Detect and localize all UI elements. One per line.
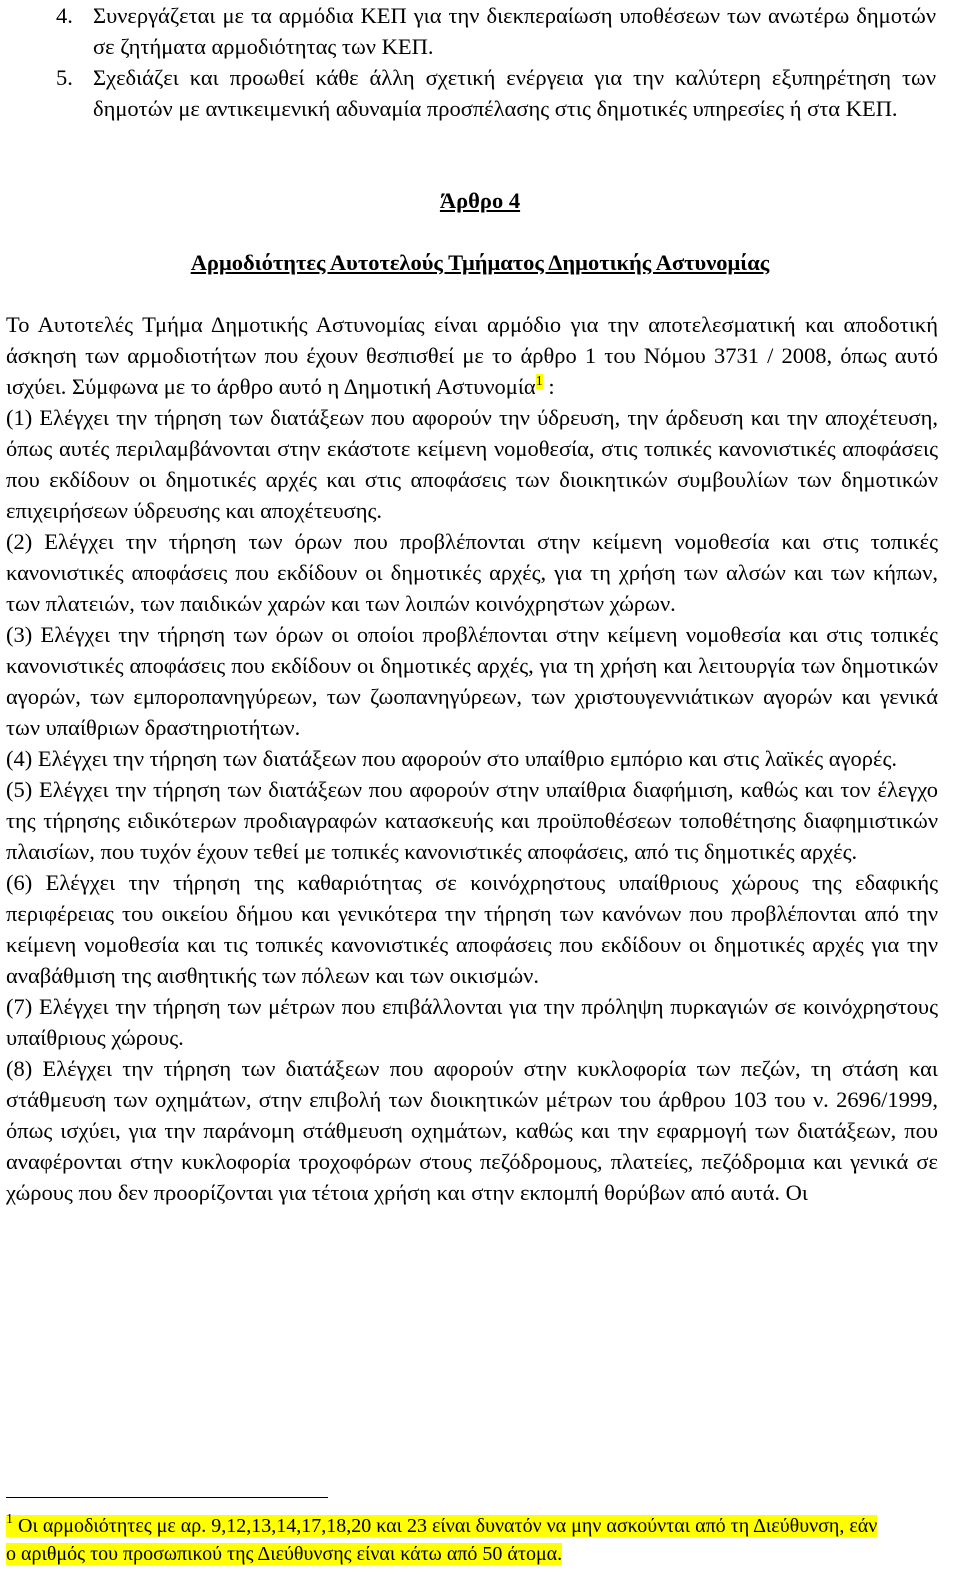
intro-suffix: :: [542, 374, 555, 399]
list-item-text: Σχεδιάζει και προωθεί κάθε άλλη σχετική ενέργεια για την καλύτερη εξυπηρέτηση των δημοτών με αντικειμενική αδυναμία προσπέλασης στις δημοτικές υπηρεσίες ή στα ΚΕΠ.: [93, 65, 936, 121]
duty-paragraph-4: (4) Ελέγχει την τήρηση των διατάξεων που αφορούν στο υπαίθριο εμπόριο και στις λαϊκές αγορές.: [6, 746, 898, 771]
list-item-4: [56, 0, 936, 62]
duty-paragraph-8: (8) Ελέγχει την τήρηση των διατάξεων που αφορούν στην κυκλοφορία των πεζών, τη στάση και στάθμευση των οχημάτων, στην επιβολή των διοικητικών μέτρων του άρθρου 103 του ν. 2696/1999, όπως ισχύει, για την παράνομη στάθμευση οχημάτων, καθώς και την εφαρμογή των διατάξεων, που αναφέρονται στην κυκλοφορία τροχοφόρων στους πεζόδρομους, πλατείες, πεζόδρομια και γενικά σε χώρους που δεν προορίζονται για τέτοια χρήση και στην εκπομπή θορύβων από αυτά. Οι: [6, 1056, 938, 1205]
list-item-text: Συνεργάζεται με τα αρμόδια ΚΕΠ για την διεκπεραίωση υποθέσεων των ανωτέρω δημοτών σε ζητήματα αρμοδιότητας των ΚΕΠ.: [93, 3, 936, 59]
intro-paragraph: [6, 309, 938, 402]
duty-paragraph-5: (5) Ελέγχει την τήρηση των διατάξεων που αφορούν στην υπαίθρια διαφήμιση, καθώς και τον έλεγχο της τήρησης ειδικότερων προδιαγραφών κατασκευής και προϋποθέσεων τοποθέτησης διαφημιστικών πλαισίων, που τυχόν έχουν τεθεί με τοπικές κανονιστικές αποφάσεις, από τις δημοτικές αρχές.: [6, 777, 938, 864]
footnote-body: [6, 1512, 878, 1565]
duty-paragraph-1: (1) Ελέγχει την τήρηση των διατάξεων που αφορούν την ύδρευση, την άρδευση και την αποχέτευση, όπως αυτές περιλαμβάνονται στην εκάστοτε κείμενη νομοθεσία, στις τοπικές κανονιστικές αποφάσεις που εκδίδουν οι δημοτικές αρχές και στις αποφάσεις των διοικητικών συμβουλίων των δημοτικών επιχειρήσεων ύδρευσης και αποχέτευσης.: [6, 405, 938, 523]
duty-paragraph-3: (3) Ελέγχει την τήρηση των όρων οι οποίοι προβλέπονται στην κείμενη νομοθεσία και στις τοπικές κανονιστικές αποφάσεις που εκδίδουν οι δημοτικές αρχές, για τη χρήση και λειτουργία των δημοτικών αγορών, των εμποροπανηγύρεων, των ζωοπανηγύρεων, των χριστουγεννιάτικων αγορών και γενικά των υπαίθριων δραστηριοτήτων.: [6, 622, 938, 740]
duty-paragraph-6: (6) Ελέγχει την τήρηση της καθαριότητας σε κοινόχρηστους υπαίθριους χώρους της εδαφικής περιφέρειας του οικείου δήμου και γενικότερα την τήρηση των κανόνων που προβλέπονται από την κείμενη νομοθεσία και τις τοπικές κανονιστικές αποφάσεις που εκδίδουν οι δημοτικές αρχές για την αναβάθμιση της αισθητικής των πόλεων και των οικισμών.: [6, 870, 938, 988]
article-number: Άρθρο 4: [439, 188, 521, 213]
article-body: [6, 309, 938, 1208]
intro-text: Το Αυτοτελές Τμήμα Δημοτικής Αστυνομίας είναι αρμόδιο για την αποτελεσματική και αποδοτική άσκηση των αρμοδιοτήτων που έχουν θεσπισθεί με το άρθρο 1 του Νόμου 3731 / 2008, όπως αυτό ισχύει. Σύμφωνα με το άρθρο αυτό η Δημοτική Αστυνομία: [6, 312, 938, 399]
footnote: [6, 1512, 886, 1568]
footnote-separator: [6, 1497, 328, 1498]
footnote-reference[interactable]: 1: [535, 374, 543, 389]
duty-paragraph-7: (7) Ελέγχει την τήρηση των μέτρων που επιβάλλονται για την πρόληψη πυρκαγιών σε κοινόχρηστους υπαίθριους χώρους.: [6, 994, 938, 1050]
list-item-number: 4.: [56, 3, 73, 28]
duty-paragraph-2: (2) Ελέγχει την τήρηση των όρων που προβλέπονται στην κείμενη νομοθεσία και στις τοπικές κανονιστικές αποφάσεις που εκδίδουν οι δημοτικές αρχές, για τη χρήση των αλσών και των κήπων, των πλατειών, των παιδικών χαρών και των λοιπών κοινόχρηστων χώρων.: [6, 529, 938, 616]
footnote-number: 1: [6, 1512, 13, 1527]
list-item-number: 5.: [56, 65, 73, 90]
list-item-5: [56, 62, 936, 124]
footnote-text: Οι αρμοδιότητες με αρ. 9,12,13,14,17,18,20 και 23 είναι δυνατόν να μην ασκούνται από τη Διεύθυνση, εάν ο αριθμός του προσωπικού της Διεύθυνσης είναι κάτω από 50 άτομα.: [6, 1515, 878, 1565]
article-title: Αρμοδιότητες Αυτοτελούς Τμήματος Δημοτικής Αστυνομίας: [190, 250, 770, 275]
